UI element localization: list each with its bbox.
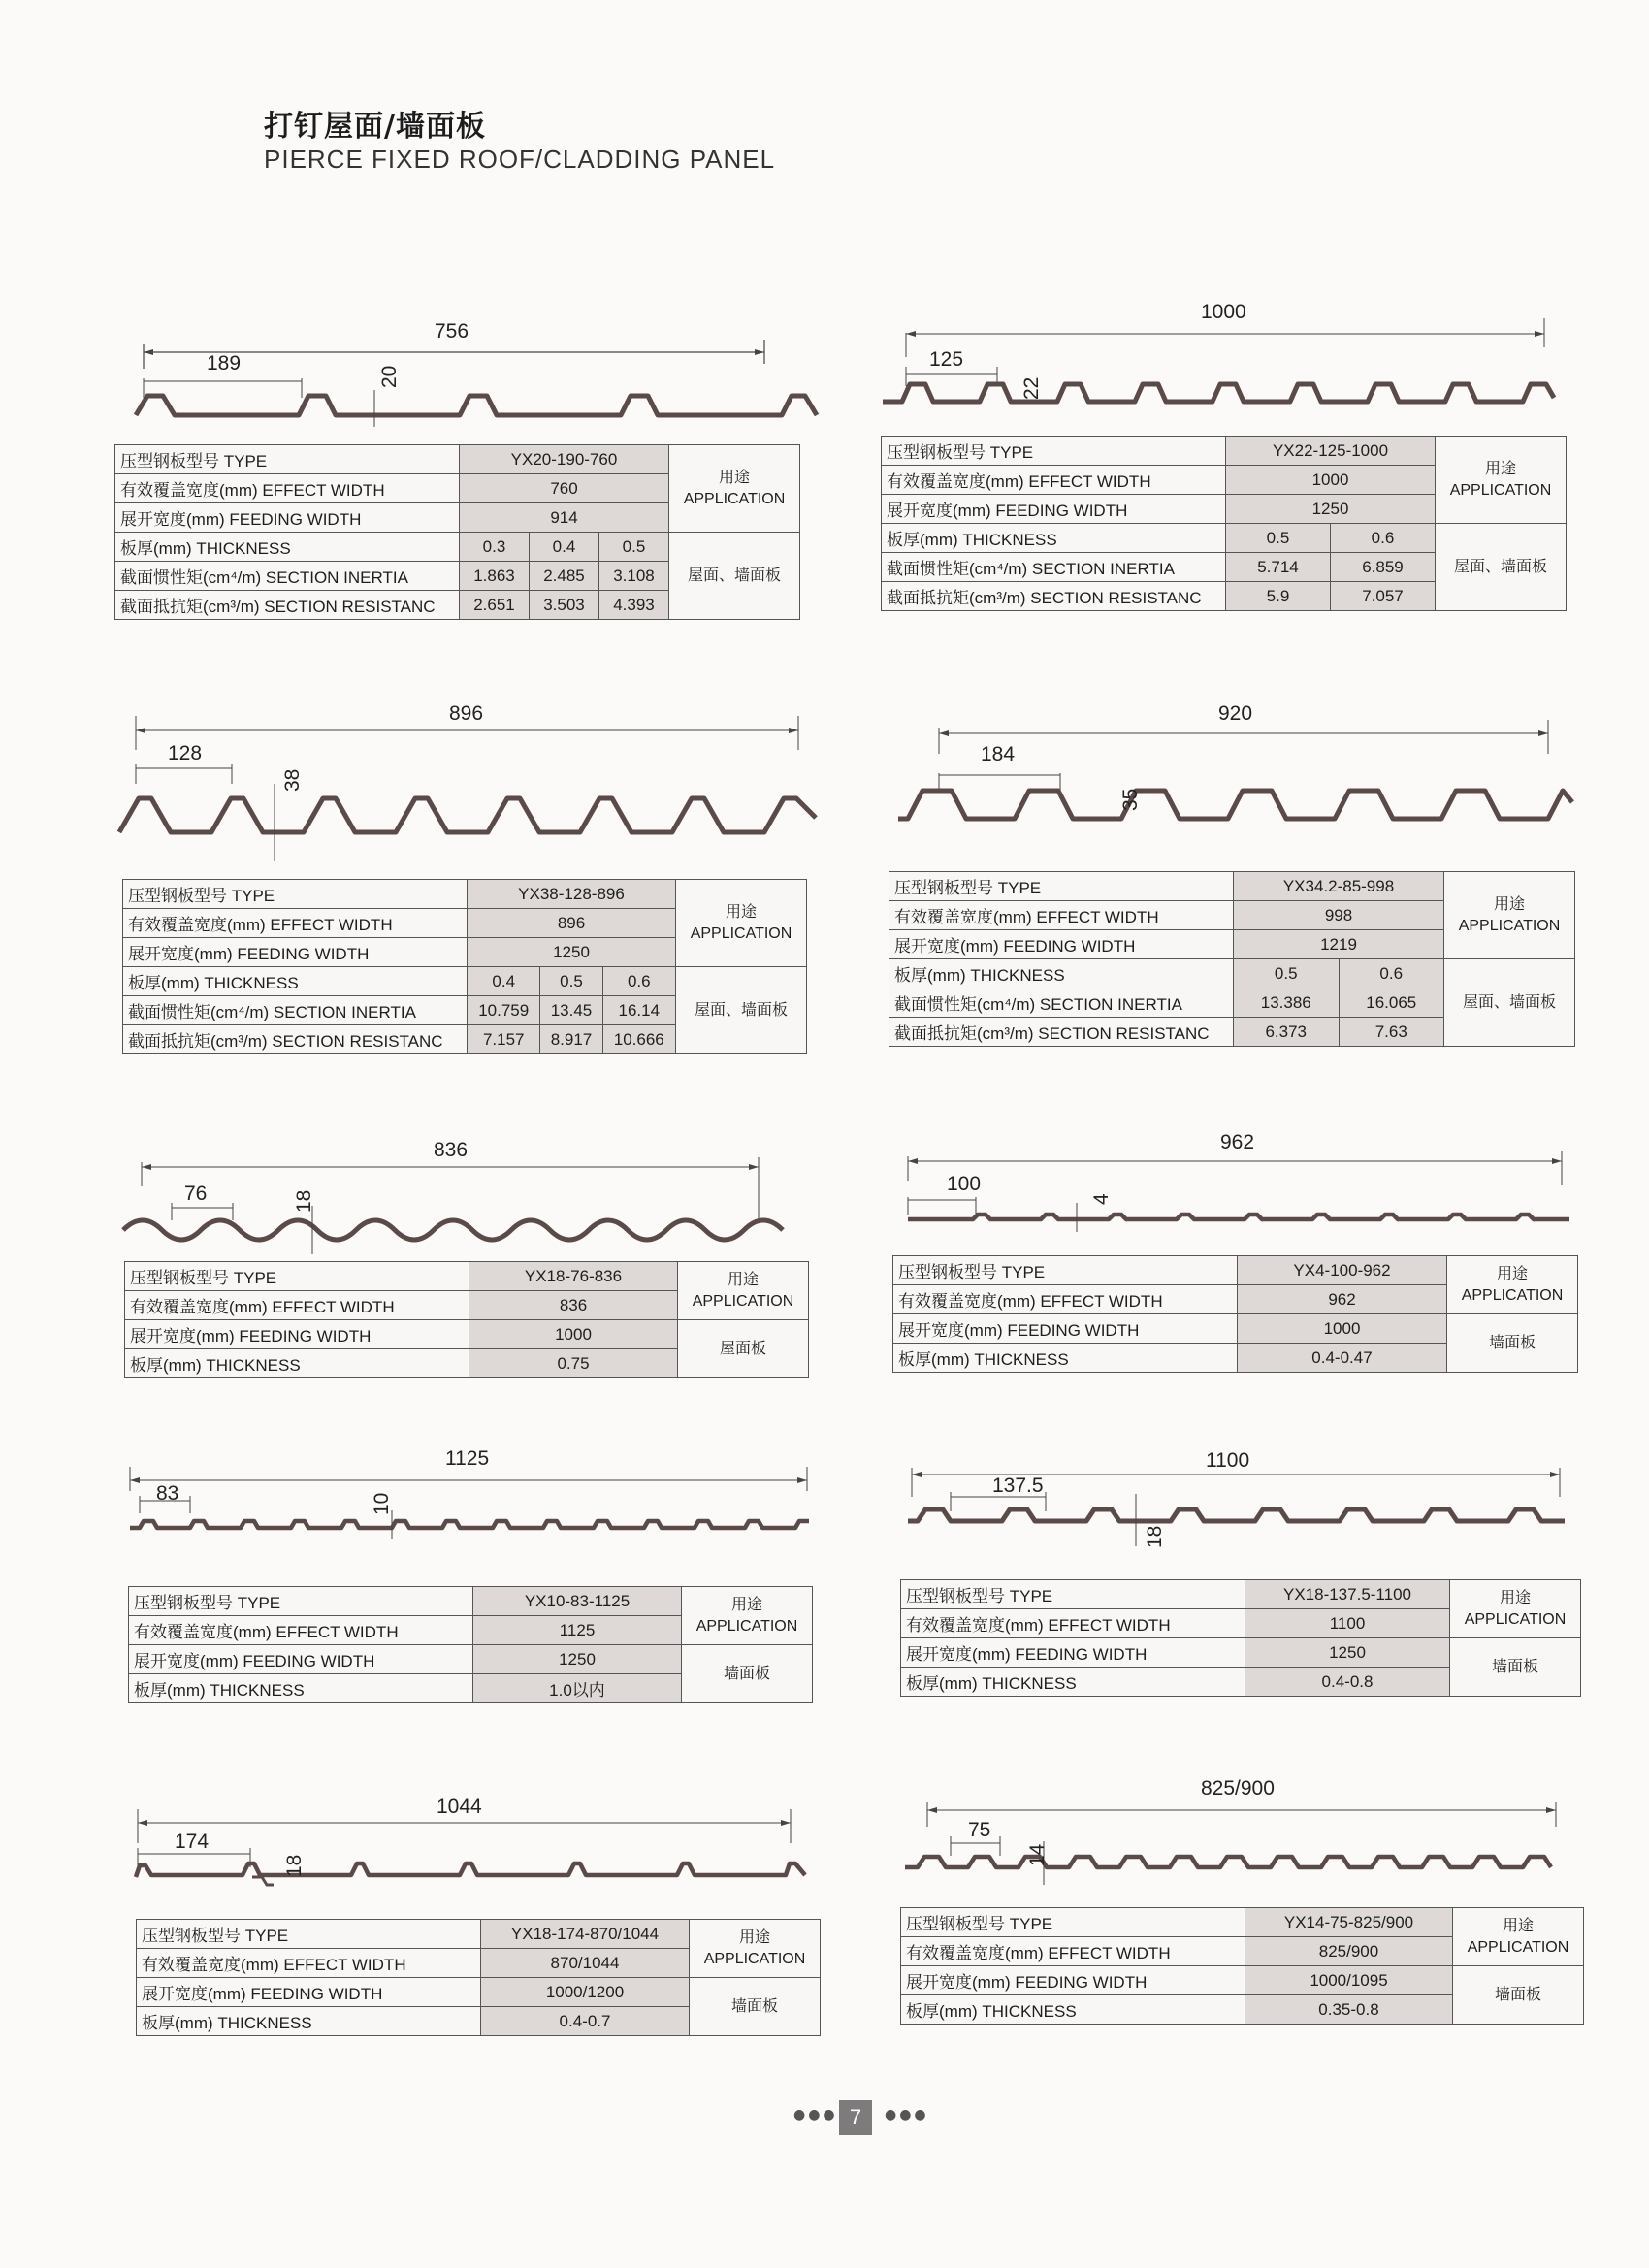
panel-yx22 [881, 301, 1589, 607]
label-section-inertia: 截面惯性矩(cm⁴/m) SECTION INERTIA [123, 996, 468, 1025]
dim-total: 756 [435, 320, 469, 342]
label-thickness: 板厚(mm) THICKNESS [882, 524, 1226, 553]
dim-total: 1000 [1201, 301, 1246, 323]
thickness-1: 0.4 [468, 967, 540, 996]
dim-height: 18 [283, 1854, 306, 1877]
value-feeding-width: 1000 [469, 1320, 678, 1349]
application-value: 屋面、墙面板 [1436, 524, 1567, 611]
value-effect-width: 896 [468, 909, 676, 938]
label-thickness: 板厚(mm) THICKNESS [893, 1344, 1238, 1373]
value-effect-width: 1100 [1245, 1609, 1450, 1638]
dim-pitch: 184 [981, 743, 1016, 765]
label-type: 压型钢板型号 TYPE [129, 1587, 473, 1616]
dim-height: 4 [1090, 1193, 1113, 1205]
dim-height: 14 [1026, 1843, 1049, 1866]
value-thickness: 0.35-0.8 [1245, 1995, 1453, 2025]
profile-svg [890, 1137, 1599, 1263]
profile-drawing [890, 1131, 1599, 1263]
label-section-inertia: 截面惯性矩(cm⁴/m) SECTION INERTIA [889, 988, 1234, 1018]
label-feeding-width: 展开宽度(mm) FEEDING WIDTH [129, 1645, 473, 1674]
application-header: 用途 APPLICATION [1444, 872, 1575, 959]
profile-svg [881, 308, 1589, 435]
value-thickness: 0.4-0.7 [481, 2007, 690, 2036]
dim-height: 22 [1020, 376, 1043, 400]
application-header: 用途 APPLICATION [1450, 1580, 1581, 1638]
application-value: 墙面板 [1450, 1638, 1581, 1697]
thickness-2: 0.4 [530, 533, 599, 562]
profile-drawing [881, 301, 1589, 435]
label-type: 压型钢板型号 TYPE [137, 1920, 481, 1949]
label-type: 压型钢板型号 TYPE [889, 872, 1234, 901]
label-thickness: 板厚(mm) THICKNESS [125, 1349, 469, 1378]
label-section-inertia: 截面惯性矩(cm⁴/m) SECTION INERTIA [115, 562, 460, 591]
dim-height: 35 [1119, 788, 1142, 811]
value-thickness: 0.75 [469, 1349, 678, 1378]
dim-pitch: 75 [968, 1819, 991, 1841]
inertia-1: 1.863 [460, 562, 530, 591]
thickness-1: 0.5 [1234, 959, 1340, 988]
application-header: 用途 APPLICATION [678, 1262, 809, 1320]
resist-1: 5.9 [1226, 582, 1331, 611]
profile-drawing [900, 1449, 1608, 1579]
spec-table [136, 1919, 821, 2036]
value-type: YX14-75-825/900 [1245, 1908, 1453, 1937]
label-effect-width: 有效覆盖宽度(mm) EFFECT WIDTH [901, 1937, 1245, 1966]
label-thickness: 板厚(mm) THICKNESS [901, 1995, 1245, 2025]
dim-pitch: 76 [184, 1183, 208, 1205]
label-effect-width: 有效覆盖宽度(mm) EFFECT WIDTH [893, 1285, 1238, 1314]
profile-drawing [122, 1447, 830, 1573]
label-feeding-width: 展开宽度(mm) FEEDING WIDTH [115, 503, 460, 533]
dim-height: 18 [293, 1189, 315, 1213]
dim-pitch: 174 [175, 1831, 210, 1853]
profile-svg [889, 710, 1597, 856]
resist-2: 3.503 [530, 591, 599, 620]
dim-total: 1044 [436, 1796, 482, 1818]
inertia-2: 13.45 [540, 996, 602, 1025]
thickness-2: 0.5 [540, 967, 602, 996]
page-title-cn: 打钉屋面/墙面板 [264, 110, 486, 144]
label-section-inertia: 截面惯性矩(cm⁴/m) SECTION INERTIA [882, 553, 1226, 582]
application-header: 用途 APPLICATION [669, 445, 800, 533]
dim-total: 920 [1218, 702, 1253, 725]
inertia-2: 6.859 [1331, 553, 1436, 582]
value-effect-width: 1125 [473, 1616, 682, 1645]
thickness-1: 0.3 [460, 533, 530, 562]
resist-2: 8.917 [540, 1025, 602, 1054]
value-feeding-width: 1219 [1234, 930, 1444, 959]
label-feeding-width: 展开宽度(mm) FEEDING WIDTH [125, 1320, 469, 1349]
page-title-en: PIERCE FIXED ROOF/CLADDING PANEL [264, 145, 776, 174]
application-header: 用途 APPLICATION [1436, 437, 1567, 524]
spec-table [900, 1579, 1581, 1697]
application-value: 屋面、墙面板 [669, 533, 800, 620]
label-section-resist: 截面抵抗矩(cm³/m) SECTION RESISTANC [115, 591, 460, 620]
thickness-3: 0.5 [599, 533, 669, 562]
dim-pitch: 189 [207, 352, 242, 374]
profile-drawing [126, 1796, 834, 1926]
inertia-2: 16.065 [1339, 988, 1444, 1018]
label-feeding-width: 展开宽度(mm) FEEDING WIDTH [893, 1314, 1238, 1344]
panel-yx20 [114, 320, 823, 616]
application-header: 用途 APPLICATION [676, 880, 807, 967]
profile-svg [900, 1783, 1608, 1899]
inertia-3: 16.14 [602, 996, 675, 1025]
value-type: YX20-190-760 [460, 445, 669, 474]
dim-total: 825/900 [1201, 1777, 1275, 1799]
application-header: 用途 APPLICATION [690, 1920, 821, 1978]
panel-yx18-174 [126, 1796, 834, 2032]
profile-drawing [118, 1139, 826, 1269]
resist-1: 6.373 [1234, 1018, 1340, 1047]
panel-yx14 [900, 1777, 1608, 2021]
label-type: 压型钢板型号 TYPE [125, 1262, 469, 1291]
value-type: YX18-137.5-1100 [1245, 1580, 1450, 1609]
label-thickness: 板厚(mm) THICKNESS [129, 1674, 473, 1703]
value-feeding-width: 1250 [468, 938, 676, 967]
label-effect-width: 有效覆盖宽度(mm) EFFECT WIDTH [123, 909, 468, 938]
label-thickness: 板厚(mm) THICKNESS [137, 2007, 481, 2036]
spec-table [889, 871, 1575, 1047]
spec-table [114, 444, 800, 620]
label-thickness: 板厚(mm) THICKNESS [901, 1668, 1245, 1697]
resist-2: 7.057 [1331, 582, 1436, 611]
label-type: 压型钢板型号 TYPE [901, 1580, 1245, 1609]
panel-yx4 [890, 1131, 1599, 1369]
label-thickness: 板厚(mm) THICKNESS [123, 967, 468, 996]
application-value: 墙面板 [1447, 1314, 1578, 1373]
profile-drawing [114, 320, 823, 446]
value-type: YX22-125-1000 [1226, 437, 1436, 466]
value-type: YX4-100-962 [1238, 1256, 1447, 1285]
inertia-1: 5.714 [1226, 553, 1331, 582]
page-number: 7 [839, 2100, 872, 2135]
label-effect-width: 有效覆盖宽度(mm) EFFECT WIDTH [901, 1609, 1245, 1638]
label-thickness: 板厚(mm) THICKNESS [115, 533, 460, 562]
label-type: 压型钢板型号 TYPE [901, 1908, 1245, 1937]
value-effect-width: 962 [1238, 1285, 1447, 1314]
label-effect-width: 有效覆盖宽度(mm) EFFECT WIDTH [125, 1291, 469, 1320]
label-effect-width: 有效覆盖宽度(mm) EFFECT WIDTH [129, 1616, 473, 1645]
value-feeding-width: 1250 [473, 1645, 682, 1674]
profile-svg [114, 706, 823, 871]
spec-table [128, 1586, 813, 1703]
label-type: 压型钢板型号 TYPE [893, 1256, 1238, 1285]
resist-3: 4.393 [599, 591, 669, 620]
label-section-resist: 截面抵抗矩(cm³/m) SECTION RESISTANC [889, 1018, 1234, 1047]
thickness-1: 0.5 [1226, 524, 1331, 553]
resist-1: 7.157 [468, 1025, 540, 1054]
application-header: 用途 APPLICATION [1447, 1256, 1578, 1314]
label-feeding-width: 展开宽度(mm) FEEDING WIDTH [882, 495, 1226, 524]
application-header: 用途 APPLICATION [682, 1587, 813, 1645]
label-effect-width: 有效覆盖宽度(mm) EFFECT WIDTH [115, 474, 460, 503]
value-feeding-width: 1250 [1245, 1638, 1450, 1668]
panel-yx18-137 [900, 1449, 1608, 1693]
value-effect-width: 825/900 [1245, 1937, 1453, 1966]
value-thickness: 0.4-0.47 [1238, 1344, 1447, 1373]
dim-pitch: 128 [168, 742, 203, 764]
label-feeding-width: 展开宽度(mm) FEEDING WIDTH [889, 930, 1234, 959]
page-dots-right: ●●● [885, 2107, 929, 2122]
panel-yx38 [114, 702, 823, 1051]
profile-drawing [889, 702, 1597, 836]
spec-table [122, 879, 807, 1054]
value-type: YX18-76-836 [469, 1262, 678, 1291]
spec-table [892, 1255, 1578, 1373]
label-type: 压型钢板型号 TYPE [882, 437, 1226, 466]
value-effect-width: 760 [460, 474, 669, 503]
spec-table [881, 436, 1567, 611]
value-type: YX34.2-85-998 [1234, 872, 1444, 901]
thickness-2: 0.6 [1331, 524, 1436, 553]
dim-total: 1100 [1206, 1449, 1250, 1472]
dim-pitch: 137.5 [992, 1474, 1044, 1497]
label-section-resist: 截面抵抗矩(cm³/m) SECTION RESISTANC [123, 1025, 468, 1054]
value-effect-width: 836 [469, 1291, 678, 1320]
value-thickness: 1.0以内 [473, 1674, 682, 1703]
label-type: 压型钢板型号 TYPE [115, 445, 460, 474]
panel-yx18-76 [118, 1139, 826, 1375]
application-value: 屋面板 [678, 1320, 809, 1378]
profile-drawing [114, 702, 823, 832]
value-feeding-width: 1000 [1238, 1314, 1447, 1344]
label-type: 压型钢板型号 TYPE [123, 880, 468, 909]
application-header: 用途 APPLICATION [1453, 1908, 1584, 1966]
label-section-resist: 截面抵抗矩(cm³/m) SECTION RESISTANC [882, 582, 1226, 611]
value-feeding-width: 1250 [1226, 495, 1436, 524]
label-thickness: 板厚(mm) THICKNESS [889, 959, 1234, 988]
application-value: 墙面板 [1453, 1966, 1584, 2025]
value-feeding-width: 1000/1200 [481, 1978, 690, 2007]
dim-height: 18 [1144, 1525, 1166, 1548]
value-type: YX38-128-896 [468, 880, 676, 909]
dim-pitch: 100 [947, 1173, 982, 1195]
profile-svg [900, 1453, 1608, 1570]
dim-height: 20 [378, 365, 401, 388]
page-dots-left: ●●● [793, 2107, 838, 2122]
label-feeding-width: 展开宽度(mm) FEEDING WIDTH [123, 938, 468, 967]
label-effect-width: 有效覆盖宽度(mm) EFFECT WIDTH [889, 901, 1234, 930]
dim-height: 38 [281, 768, 304, 792]
page-header [264, 102, 775, 175]
application-value: 墙面板 [682, 1645, 813, 1703]
value-feeding-width: 1000/1095 [1245, 1966, 1453, 1995]
spec-table [900, 1907, 1584, 2025]
application-value: 墙面板 [690, 1978, 821, 2036]
value-effect-width: 870/1044 [481, 1949, 690, 1978]
dim-total: 1125 [445, 1447, 490, 1470]
label-feeding-width: 展开宽度(mm) FEEDING WIDTH [901, 1966, 1245, 1995]
dim-pitch: 83 [156, 1482, 179, 1505]
label-effect-width: 有效覆盖宽度(mm) EFFECT WIDTH [137, 1949, 481, 1978]
resist-1: 2.651 [460, 591, 530, 620]
label-feeding-width: 展开宽度(mm) FEEDING WIDTH [137, 1978, 481, 2007]
resist-2: 7.63 [1339, 1018, 1444, 1047]
value-effect-width: 1000 [1226, 466, 1436, 495]
thickness-2: 0.6 [1339, 959, 1444, 988]
dim-total: 896 [449, 702, 484, 725]
thickness-3: 0.6 [602, 967, 675, 996]
profile-svg [118, 1143, 826, 1269]
value-thickness: 0.4-0.8 [1245, 1668, 1450, 1697]
application-value: 屋面、墙面板 [1444, 959, 1575, 1047]
dim-pitch: 125 [929, 348, 964, 371]
spec-table [124, 1261, 809, 1378]
value-feeding-width: 914 [460, 503, 669, 533]
label-effect-width: 有效覆盖宽度(mm) EFFECT WIDTH [882, 466, 1226, 495]
dim-total: 962 [1220, 1131, 1255, 1153]
application-value: 屋面、墙面板 [676, 967, 807, 1054]
panel-yx34 [889, 702, 1597, 1043]
dim-total: 836 [434, 1139, 469, 1161]
inertia-2: 2.485 [530, 562, 599, 591]
value-type: YX18-174-870/1044 [481, 1920, 690, 1949]
resist-3: 10.666 [602, 1025, 675, 1054]
dim-height: 10 [371, 1492, 393, 1515]
panel-yx10 [122, 1447, 830, 1700]
inertia-3: 3.108 [599, 562, 669, 591]
label-feeding-width: 展开宽度(mm) FEEDING WIDTH [901, 1638, 1245, 1668]
value-type: YX10-83-1125 [473, 1587, 682, 1616]
value-effect-width: 998 [1234, 901, 1444, 930]
profile-drawing [900, 1777, 1608, 1909]
inertia-1: 10.759 [468, 996, 540, 1025]
inertia-1: 13.386 [1234, 988, 1340, 1018]
